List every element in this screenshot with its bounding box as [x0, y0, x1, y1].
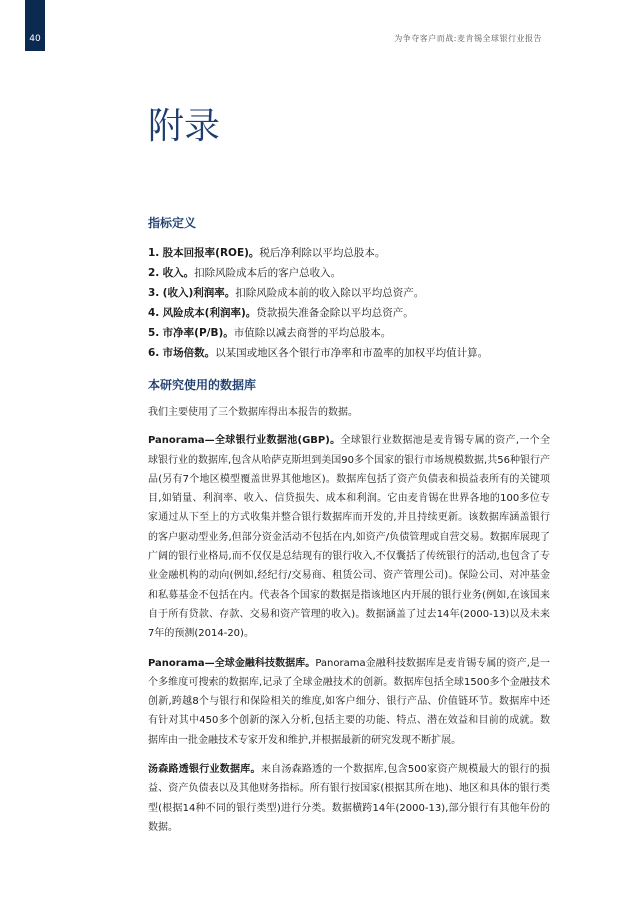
definition-item	[148, 263, 550, 283]
definition-number: 4.	[148, 307, 160, 319]
definition-number: 1.	[148, 247, 160, 259]
running-header: 为争夺客户而战:麦肯锡全球银行业报告	[394, 34, 542, 43]
page-title: 附录	[148, 106, 221, 147]
database-name: Panorama—全球金融科技数据库。	[148, 657, 316, 669]
definition-text: 以某国或地区各个银行市净率和市盈率的加权平均值计算。	[215, 347, 489, 359]
definition-number: 2.	[148, 267, 160, 279]
definition-term: 市净率(P/B)。	[162, 327, 234, 339]
database-description: Panorama金融科技数据库是麦肯锡专属的资产,是一个多维度可搜索的数据库,记录了全球金融技术的创新。数据库包括全球1500多个金融技术创新,跨越8个与银行和保险相关的维度,如客户细分、银行产品、价值链环节。数据库中还有针对其中450多个创新的深入分析,包括主要的功能、特点、潜在效益和目前的成就。数据库由一批金融技术专家开发和维护,并根据最新的研究发现不断扩展。	[148, 657, 550, 746]
database-paragraph	[148, 654, 550, 750]
definition-term: 风险成本(利润率)。	[162, 307, 257, 319]
database-paragraph	[148, 431, 550, 643]
definition-term: 收入。	[162, 267, 195, 279]
definition-item	[148, 303, 550, 323]
database-description: 全球银行业数据池是麦肯锡专属的资产,一个全球银行业的数据库,包含从哈萨克斯坦到美国90多个国家的银行市场规模数据,共56种银行产品(另有7个地区模型覆盖世界其他地区)。数据库包括了资产负债表和损益表所有的关键项目,如销量、利润率、收入、信贷损失、成本和利润。它由麦肯锡在世界各地的100多位专家通过从下至上的方式收集并整合银行数据库而开发的,并且持续更新。该数据库涵盖银行的客户驱动型业务,但部分资金活动不包括在内,如资产/负债管理或自营交易。数据库展现了广阔的银行业格局,而不仅仅是总结现有的银行收入,不仅囊括了传统银行的活动,也包含了专业金融机构的动向(例如,经纪行/交易商、租赁公司、资产管理公司)。保险公司、对冲基金和私募基金不包括在内。代表各个国家的数据是指该地区内开展的银行业务(例如,在该国来自于所有贷款、存款、交易和资产管理的收入)。数据涵盖了过去14年(2000-13)以及未来7年的预测(2014-20)。	[148, 435, 550, 640]
databases-intro: 我们主要使用了三个数据库得出本报告的数据。	[148, 407, 358, 418]
definition-term: (收入)利润率。	[162, 287, 236, 299]
definition-item	[148, 323, 550, 343]
definitions-section	[148, 214, 550, 363]
databases-section	[148, 376, 550, 837]
definition-term: 股本回报率(ROE)。	[162, 247, 260, 259]
database-name: Panorama—全球银行业数据池(GBP)。	[148, 435, 341, 447]
definition-number: 6.	[148, 347, 160, 359]
database-description: 来自汤森路透的一个数据库,包含500家资产规模最大的银行的损益、资产负债表以及其他财务指标。所有银行按国家(根据其所在地)、地区和具体的银行类型(根据14种不同的银行类型)进行分类。数据横跨14年(2000-13),部分银行有其他年份的数据。	[148, 764, 551, 833]
definition-text: 扣除风险成本后的客户总收入。	[194, 267, 342, 279]
databases-heading: 本研究使用的数据库	[148, 378, 257, 392]
definition-text: 贷款损失准备金除以平均总资产。	[256, 307, 414, 319]
definitions-list	[148, 243, 550, 363]
definition-item	[148, 283, 550, 303]
definition-item	[148, 243, 550, 263]
page-number-tab	[25, 0, 45, 51]
definition-item	[148, 343, 550, 363]
definition-text: 税后净利除以平均总股本。	[259, 247, 386, 259]
main-content	[148, 214, 550, 847]
page-number: 40	[29, 34, 41, 44]
definition-number: 5.	[148, 327, 160, 339]
definition-text: 扣除风险成本前的收入除以平均总资产。	[235, 287, 425, 299]
database-paragraph	[148, 760, 550, 837]
definitions-heading: 指标定义	[148, 216, 197, 230]
definition-text: 市值除以减去商誉的平均总股本。	[233, 327, 392, 339]
database-name: 汤森路透银行业数据库。	[148, 764, 261, 776]
definition-number: 3.	[148, 287, 160, 299]
definition-term: 市场倍数。	[162, 347, 216, 359]
